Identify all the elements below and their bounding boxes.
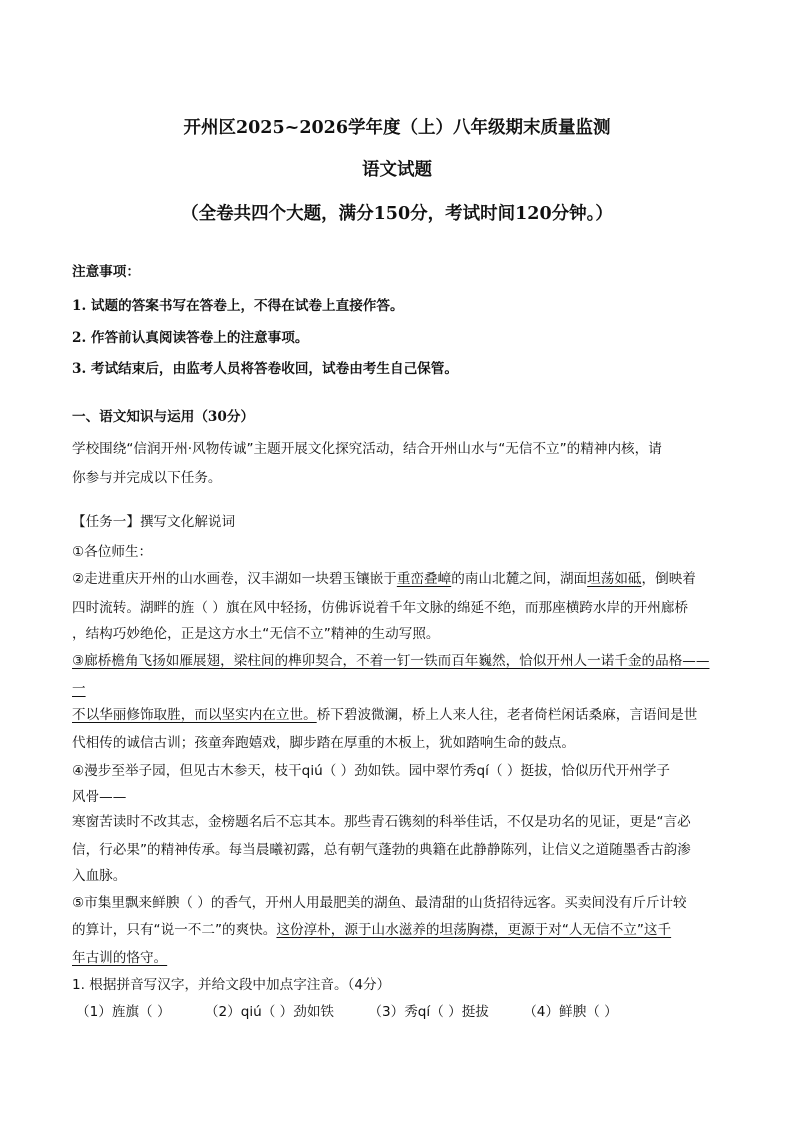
paragraph-2-line-3: ，结构巧妙绝伦，正是这方水土“无信不立”精神的生动写照。 (72, 626, 440, 642)
exam-note: （全卷共四个大题，满分150分，考试时间120分钟。） (181, 204, 613, 224)
notice-heading: 注意事项： (72, 264, 140, 280)
exam-subtitle: 语文试题 (362, 160, 432, 180)
answer-blank-3[interactable]: （3）秀qí（ ）挺拔 (368, 1004, 489, 1020)
section-heading: 一、语文知识与运用（30分） (72, 409, 255, 425)
notice-item-2: 2. 作答前认真阅读答卷上的注意事项。 (72, 330, 309, 346)
paragraph-5-line-1: ⑤市集里飘来鲜腴（ ）的香气，开州人用最肥美的湖鱼、最清甜的山货招待远客。买卖间没有斤斤计较 (72, 895, 687, 911)
paragraph-2-line-1 (72, 567, 696, 587)
notice-item-3: 3. 考试结束后，由监考人员将答卷收回，试卷由考生自己保管。 (72, 361, 458, 377)
exam-title: 开州区2025~2026学年度（上）八年级期末质量监测 (183, 118, 611, 138)
underlined-phrase: 坦荡如砥 (587, 571, 642, 587)
question-1-options (76, 1000, 648, 1020)
answer-blank-1[interactable]: （1）旌旗（ ） (76, 1004, 171, 1020)
paragraph-5-line-3: 年古训的恪守。 (72, 950, 168, 966)
paragraph-3-line-2: 一 (72, 681, 86, 697)
paragraph-3-line-4: 代相传的诚信古训；孩童奔跑嬉戏，脚步踏在厚重的木板上，犹如踏响生命的鼓点。 (72, 735, 575, 751)
text-run: 的南山北麓之间，湖面 (451, 571, 588, 587)
intro-line-2: 你参与并完成以下任务。 (72, 470, 222, 486)
text-run: 的算计，只有“说一不二”的爽快。 (72, 922, 277, 938)
paragraph-3-line-3 (72, 703, 697, 723)
underlined-sentence: 这份淳朴，源于山水滋养的坦荡胸襟，更源于对“人无信不立”这千 (276, 922, 672, 938)
paragraph-4-line-4: 信，行必果”的精神传承。每当晨曦初露，总有朝气蓬勃的典籍在此静静陈列，让信义之道随墨香古韵渗 (72, 842, 691, 858)
underlined-phrase: 重峦叠嶂 (396, 571, 452, 587)
underlined-sentence: 不以华丽修饰取胜，而以坚实内在立世。 (72, 707, 317, 723)
text-run: ②走进重庆开州的山水画卷，汉丰湖如一块碧玉镶嵌于 (72, 571, 397, 587)
intro-line-1: 学校围绕“信润开州·风物传诚”主题开展文化探究活动，结合开州山水与“无信不立”的精神内核，请 (72, 441, 662, 457)
task-heading: 【任务一】撰写文化解说词 (72, 514, 236, 530)
paragraph-1: ①各位师生： (72, 544, 153, 560)
paragraph-3-line-1: ③廊桥檐角飞扬如雁展翅，梁柱间的榫卯契合，不着一钉一铁而百年巍然，恰似开州人一诺千金的品格—— (72, 653, 710, 669)
paragraph-4-line-2: 风骨—— (72, 789, 127, 805)
paragraph-2-line-2: 四时流转。湖畔的旌（ ）旗在风中轻扬，仿佛诉说着千年文脉的绵延不绝，而那座横跨水岸的开州廊桥 (72, 600, 689, 616)
text-run: 桥下碧波微澜，桥上人来人往，老者倚栏闲话桑麻，言语间是世 (316, 707, 698, 723)
paragraph-4-line-1: ④漫步至举子园，但见古木参天，枝干qiú（ ）劲如铁。园中翠竹秀qí（ ）挺拔，恰似历代开州学子 (72, 763, 671, 779)
paragraph-4-line-3: 寒窗苦读时不改其志，金榜题名后不忘其本。那些青石镌刻的科举佳话，不仅是功名的见证，更是“言必 (72, 814, 691, 830)
answer-blank-2[interactable]: （2）qiú（ ）劲如铁 (204, 1004, 335, 1020)
question-1: 1. 根据拼音写汉字，并给文段中加点字注音。（4分） (72, 977, 391, 993)
notice-item-1: 1. 试题的答案书写在答卷上，不得在试卷上直接作答。 (72, 298, 404, 314)
paragraph-4-line-5: 入血脉。 (72, 868, 127, 884)
text-run: ，倒映着 (641, 571, 696, 587)
answer-blank-4[interactable]: （4）鲜腴（ ） (523, 1004, 618, 1020)
paragraph-5-line-2 (72, 918, 671, 938)
